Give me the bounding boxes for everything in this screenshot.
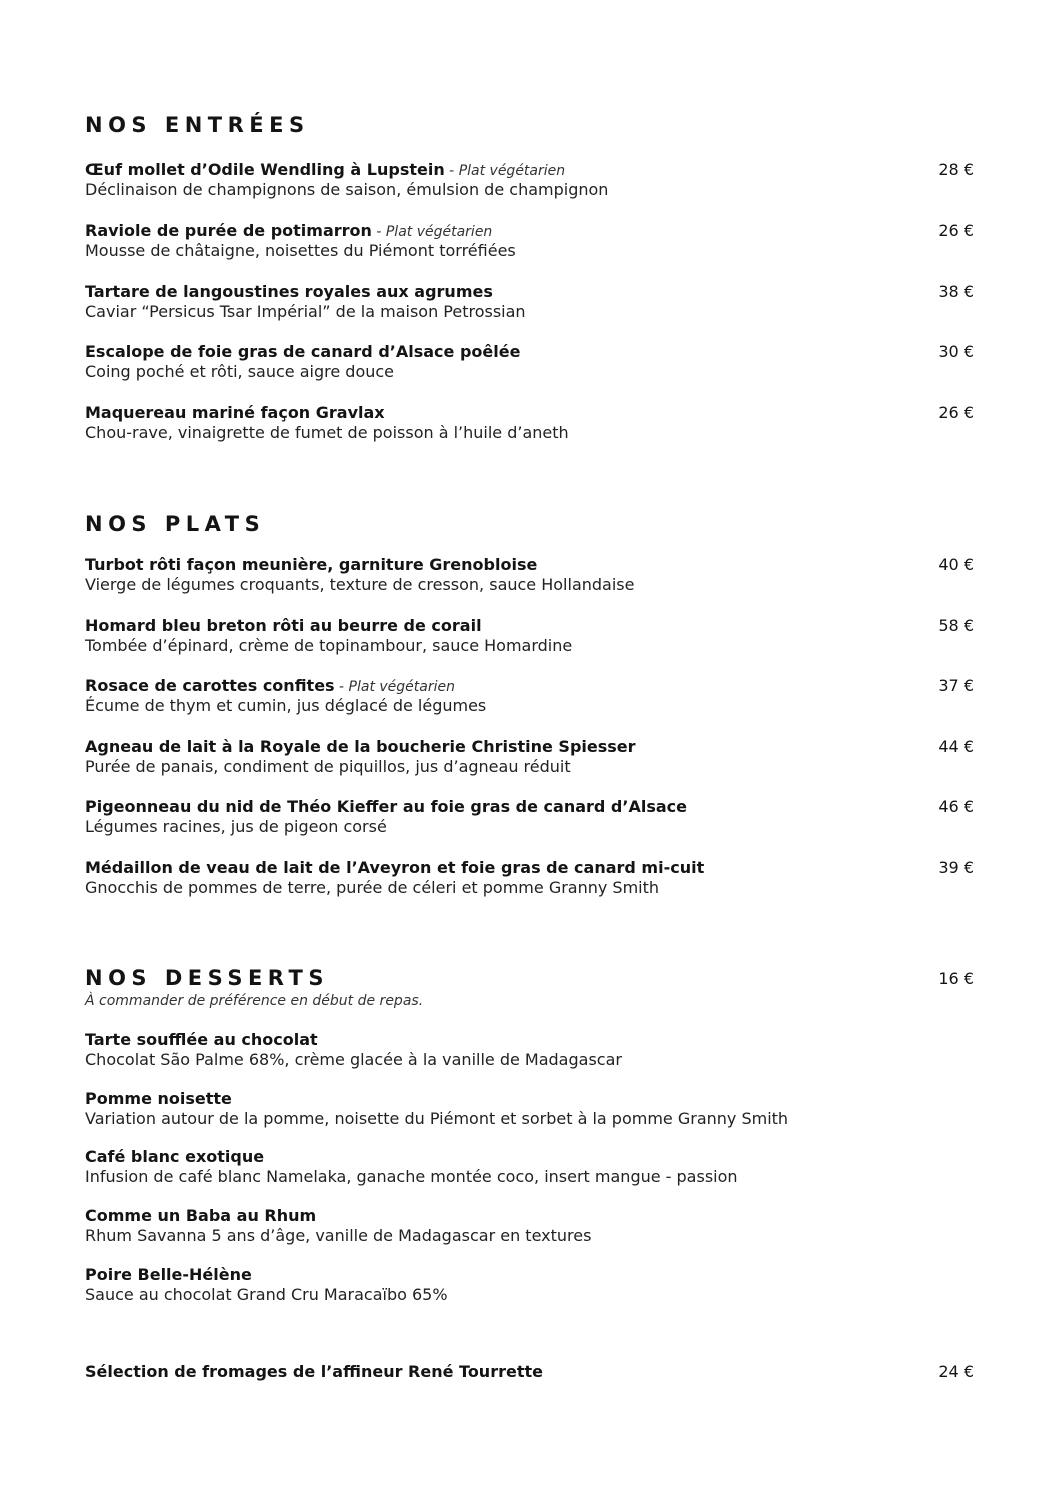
item-price: 38 € (938, 282, 974, 301)
item-name: Poire Belle-Hélène (85, 1265, 252, 1284)
item-description: Mousse de châtaigne, noisettes du Piémont torréfiées (85, 241, 516, 260)
section-title-entrees: NOS ENTRÉES (85, 113, 310, 137)
dessert-item (85, 1265, 974, 1305)
item-name: Médaillon de veau de lait de l’Aveyron et foie gras de canard mi-cuit (85, 858, 705, 877)
menu-item (85, 676, 974, 716)
item-price: 26 € (938, 221, 974, 240)
vegetarian-tag: Plat végétarien (348, 679, 455, 695)
menu-page (85, 0, 974, 1497)
item-name: Rosace de carottes confites (85, 676, 335, 695)
item-description: Gnocchis de pommes de terre, purée de céleri et pomme Granny Smith (85, 878, 660, 897)
menu-item (85, 221, 974, 261)
menu-item (85, 403, 974, 443)
section-title-desserts: NOS DESSERTS (85, 966, 329, 990)
item-price: 40 € (938, 555, 974, 574)
item-name: Comme un Baba au Rhum (85, 1206, 317, 1225)
dessert-item (85, 1030, 974, 1070)
item-name: Escalope de foie gras de canard d’Alsace poêlée (85, 342, 521, 361)
item-description: Caviar “Persicus Tsar Impérial” de la maison Petrossian (85, 302, 526, 321)
menu-item (85, 555, 974, 595)
item-price: 58 € (938, 616, 974, 635)
menu-item (85, 737, 974, 777)
item-description: Écume de thym et cumin, jus déglacé de légumes (85, 696, 487, 715)
item-name: Œuf mollet d’Odile Wendling à Lupstein (85, 160, 445, 179)
item-description: Légumes racines, jus de pigeon corsé (85, 817, 387, 836)
desserts-note: À commander de préférence en début de repas. (85, 993, 424, 1009)
item-name: Raviole de purée de potimarron (85, 221, 372, 240)
menu-item (85, 797, 974, 837)
menu-item (85, 616, 974, 656)
item-price: 44 € (938, 737, 974, 756)
item-description: Infusion de café blanc Namelaka, ganache montée coco, insert mangue - passion (85, 1167, 738, 1186)
item-description: Purée de panais, condiment de piquillos, jus d’agneau réduit (85, 757, 571, 776)
dessert-item (85, 1206, 974, 1246)
item-description: Rhum Savanna 5 ans d’âge, vanille de Madagascar en textures (85, 1226, 592, 1245)
item-description: Chocolat São Palme 68%, crème glacée à la vanille de Madagascar (85, 1050, 622, 1069)
cheese-item (85, 1362, 974, 1382)
menu-item (85, 282, 974, 322)
menu-item (85, 342, 974, 382)
item-price: 37 € (938, 676, 974, 695)
item-name: Café blanc exotique (85, 1147, 265, 1166)
item-price: 46 € (938, 797, 974, 816)
section-title-plats: NOS PLATS (85, 512, 266, 536)
item-name: Pigeonneau du nid de Théo Kieffer au foie gras de canard d’Alsace (85, 797, 687, 816)
item-description: Déclinaison de champignons de saison, émulsion de champignon (85, 180, 609, 199)
dessert-item (85, 1089, 974, 1129)
item-separator: - (371, 224, 386, 240)
dessert-item (85, 1147, 974, 1187)
item-name: Agneau de lait à la Royale de la boucherie Christine Spiesser (85, 737, 636, 756)
menu-item (85, 160, 974, 200)
item-separator: - (444, 163, 459, 179)
vegetarian-tag: Plat végétarien (458, 163, 566, 179)
item-separator: - (334, 679, 349, 695)
item-price: 28 € (938, 160, 974, 179)
item-description: Coing poché et rôti, sauce aigre douce (85, 362, 395, 381)
item-price: 26 € (938, 403, 974, 422)
item-description: Chou-rave, vinaigrette de fumet de poisson à l’huile d’aneth (85, 423, 569, 442)
item-name: Tarte soufflée au chocolat (85, 1030, 318, 1049)
item-name: Sélection de fromages de l’affineur René Tourrette (85, 1362, 543, 1381)
item-price: 30 € (938, 342, 974, 361)
item-name: Maquereau mariné façon Gravlax (85, 403, 385, 422)
item-name: Tartare de langoustines royales aux agrumes (85, 282, 493, 301)
item-description: Vierge de légumes croquants, texture de cresson, sauce Hollandaise (85, 575, 635, 594)
item-name: Pomme noisette (85, 1089, 232, 1108)
vegetarian-tag: Plat végétarien (385, 224, 493, 240)
item-description: Tombée d’épinard, crème de topinambour, sauce Homardine (85, 636, 573, 655)
item-description: Sauce au chocolat Grand Cru Maracaïbo 65% (85, 1285, 448, 1304)
item-name: Turbot rôti façon meunière, garniture Grenobloise (85, 555, 538, 574)
item-description: Variation autour de la pomme, noisette du Piémont et sorbet à la pomme Granny Smith (85, 1109, 789, 1128)
menu-item (85, 858, 974, 898)
desserts-price: 16 € (938, 969, 974, 988)
item-price: 24 € (938, 1362, 974, 1381)
item-name: Homard bleu breton rôti au beurre de corail (85, 616, 482, 635)
item-price: 39 € (938, 858, 974, 877)
